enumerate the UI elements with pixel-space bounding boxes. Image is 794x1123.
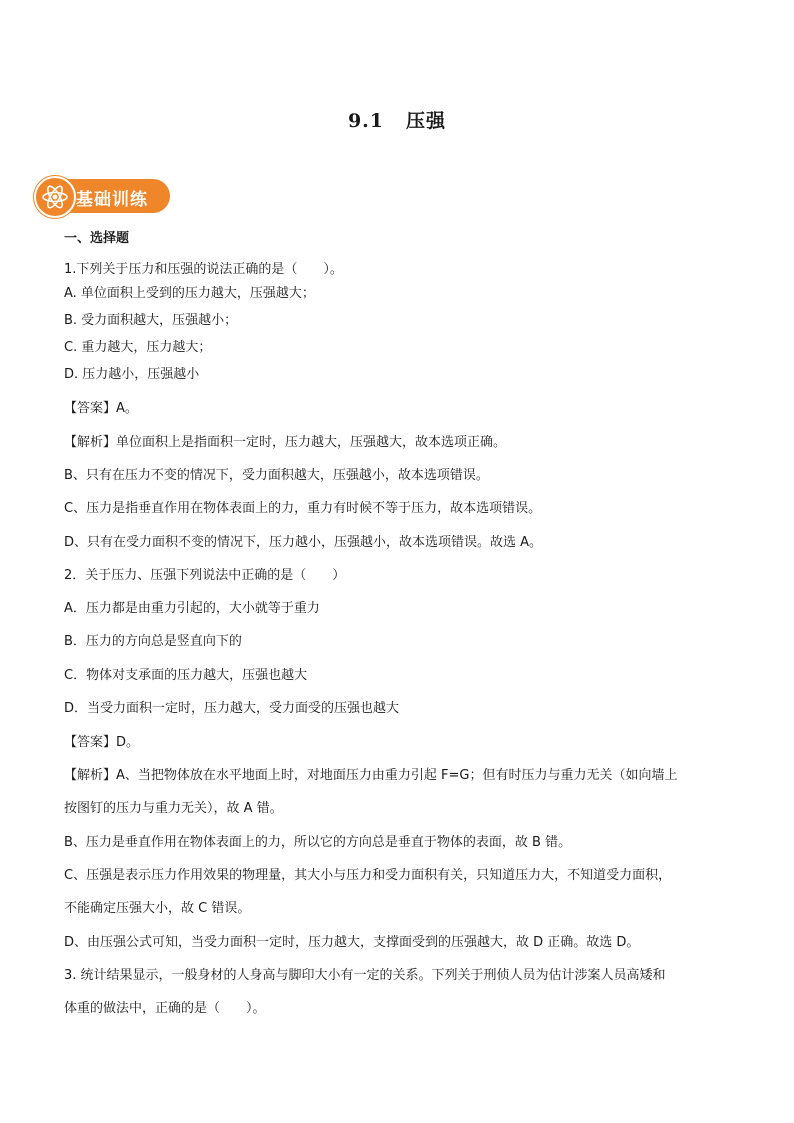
title-text: 压强 <box>406 110 447 132</box>
question-2-answer: 【答案】D。 <box>64 735 140 750</box>
question-1-analysis: 【解析】单位面积上是指面积一定时，压力越大，压强越大，故本选项正确。 <box>64 435 507 450</box>
question-2-analysis-c-cont: 不能确定压强大小，故 C 错误。 <box>64 901 251 916</box>
badge-label: 基础训练 <box>76 190 148 210</box>
question-2-option-d: D．当受力面积一定时，压力越大，受力面受的压强也越大 <box>64 701 400 716</box>
question-1-answer: 【答案】A。 <box>64 401 138 416</box>
question-2-option-c: C．物体对支承面的压力越大，压强也越大 <box>64 668 308 683</box>
question-1-analysis-d: D、只有在受力面积不变的情况下，压力越小，压强越小，故本选项错误。故选 A。 <box>64 535 543 550</box>
question-2-option-a: A．压力都是由重力引起的，大小就等于重力 <box>64 601 320 616</box>
question-1-option-c: C. 重力越大，压力越大； <box>64 340 212 355</box>
question-2-analysis-d: D、由压强公式可知，当受力面积一定时，压力越大，支撑面受到的压强越大，故 D 正确。故选 D。 <box>64 935 640 950</box>
badge-circle <box>34 176 76 218</box>
question-1-option-a: A. 单位面积上受到的压力越大，压强越大； <box>64 286 315 301</box>
section-badge <box>34 176 170 216</box>
question-1-analysis-b: B、只有在压力不变的情况下，受力面积越大，压强越小，故本选项错误。 <box>64 468 489 483</box>
question-1-option-d: D. 压力越小，压强越小 <box>64 367 200 382</box>
page-title <box>0 106 794 133</box>
question-2-option-b: B．压力的方向总是竖直向下的 <box>64 634 242 649</box>
atom-icon <box>40 182 70 212</box>
question-1-stem: 1.下列关于压力和压强的说法正确的是（ ）。 <box>64 262 343 277</box>
question-2-stem: 2．关于压力、压强下列说法中正确的是（ ） <box>64 568 346 583</box>
question-3-stem: 3. 统计结果显示，一般身材的人身高与脚印大小有一定的关系。下列关于刑侦人员为估计涉案人员高矮和 <box>64 968 666 983</box>
question-3-stem-cont: 体重的做法中，正确的是（ ）。 <box>64 1001 266 1016</box>
question-2-analysis: 【解析】A、当把物体放在水平地面上时，对地面压力由重力引起 F=G；但有时压力与重力无关（如向墙上 <box>64 768 678 783</box>
question-1-analysis-c: C、压力是指垂直作用在物体表面上的力，重力有时候不等于压力，故本选项错误。 <box>64 501 542 516</box>
title-number: 9.1 <box>347 110 385 132</box>
question-2-analysis-cont: 按图钉的压力与重力无关），故 A 错。 <box>64 801 283 816</box>
question-2-analysis-c: C、压强是表示压力作用效果的物理量，其大小与压力和受力面积有关，只知道压力大，不知道受力面积， <box>64 868 672 883</box>
question-1-option-b: B. 受力面积越大，压强越小； <box>64 313 238 328</box>
section-heading: 一、选择题 <box>64 231 130 246</box>
question-2-analysis-b: B、压力是垂直作用在物体表面上的力，所以它的方向总是垂直于物体的表面，故 B 错。 <box>64 835 572 850</box>
